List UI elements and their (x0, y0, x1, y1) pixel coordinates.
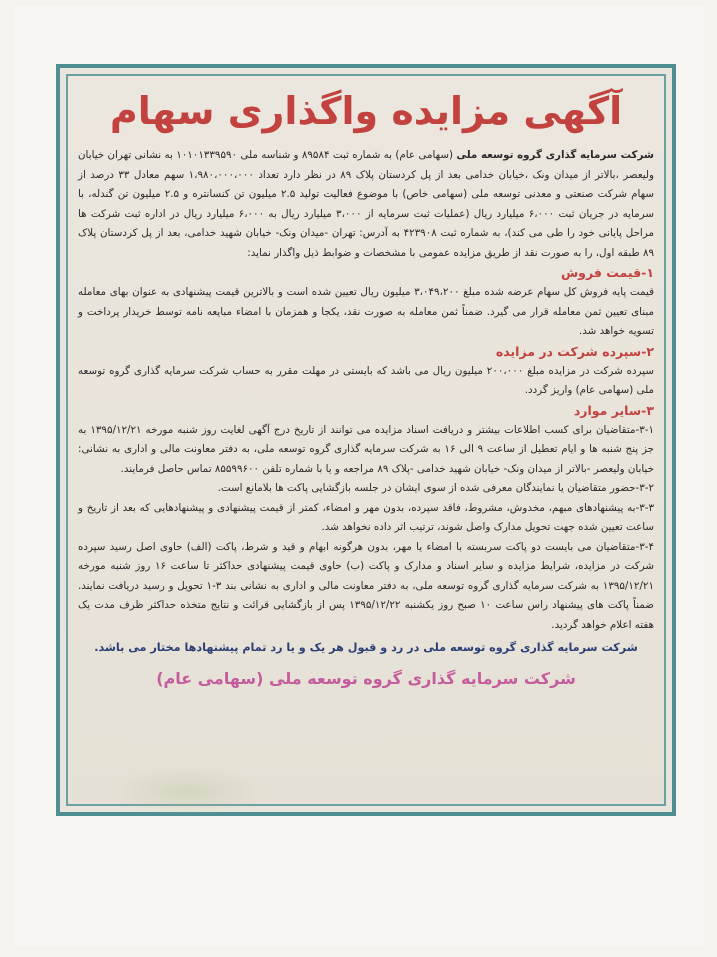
item-3-2: ۳-۲-حضور متقاضیان یا نمایندگان معرفی شده از سوی ایشان در جلسه بازگشایی پاکت ها بلامانع است. (217, 482, 654, 494)
intro-paragraph (78, 146, 654, 263)
section-3-heading: ۳-سایر موارد (573, 402, 654, 418)
section-2-heading: ۲-سپرده شرکت در مزایده (495, 343, 654, 359)
item-3-1: ۳-۱-متقاضیان برای کسب اطلاعات بیشتر و دریافت اسناد مزایده می توانند از تاریخ درج آگهی لغایت روز شنبه مورخه ۱۳۹۵/۱۲/۲۱ به جز پنج شنبه ها و ایام تعطیل از ساعت ۹ الی ۱۶ به شرکت سرمایه گذاری گروه توسعه ملی، به دفتر معاونت مالی و اداری به نشانی: خیابان ولیعصر -بالاتر از میدان ونک- خیابان شهید خدامی -پلاک ۸۹ مراجعه و یا با شماره تلفن ۸۵۵۹۹۶۰۰ تماس حاصل فرمایند. (78, 423, 654, 475)
intro-text: (سهامی عام) به شماره ثبت ۸۹۵۸۴ و شناسه ملی ۱۰۱۰۱۳۳۹۵۹۰ به نشانی تهران خیابان ولیعصر ،بالاتر از میدان ونک ،خیابان خدامی بعد از پل کردستان پلاک ۸۹ در نظر دارد تعداد ۱،۹۸۰،۰۰۰،۰۰۰ سهم معادل ۳۳ درصد از سهام شرکت صنعتی و معدنی توسعه ملی (سهامی خاص) با موضوع فعالیت تولید ۲.۵ میلیون تن کنسانتره و ۲.۵ میلیون تن گندله، با سرمایه در جریان ثبت ۶،۰۰۰ میلیارد ریال (عملیات ثبت سرمایه از ۳،۰۰۰ میلیارد ریال به ۶،۰۰۰ میلیارد ریال در اداره ثبت شرکت ها مراحل پایانی خود را طی می کند)، به شماره ثبت ۴۲۳۹۰۸ به آدرس: تهران -میدان ونک- خیابان شهید خدامی، بعد از پل کردستان پلاک ۸۹ طبقه اول، را به صورت نقد از طریق مزایده عمومی با مشخصات و ضوابط ذیل واگذار نماید: (78, 149, 655, 259)
notice-body (78, 82, 654, 796)
item-3-4: ۳-۴-متقاضیان می بایست دو پاکت سربسته با امضاء یا مهر، بدون هرگونه ابهام و قید و شرط، پاکت (الف) حاوی اصل رسید سپرده شرکت در مزایده، شرایط مزایده و سایر اسناد و مدارک و پاکت (ب) حاوی قیمت پیشنهادی حداکثر تا ساعت ۱۶ روز شنبه مورخه ۱۳۹۵/۱۲/۲۱ به شرکت سرمایه گذاری گروه توسعه ملی، به دفتر معاونت مالی و اداری به نشانی بند ۳-۱ تحویل و رسید دریافت نمایند. ضمناً پاکت های پیشنهاد راس ساعت ۱۰ صبح روز یکشنبه ۱۳۹۵/۱۲/۲۲ پس از بازگشایی قرائت و نتایج متخذه حداکثر ظرف مدت یک هفته اعلام خواهد گردید. (78, 540, 654, 631)
item-3-3: ۳-۳-به پیشنهادهای مبهم، مخدوش، مشروط، فاقد سپرده، بدون مهر و امضاء، کمتر از قیمت پیشنهادی و پیشنهادهایی که بعد از تاریخ و ساعت تعیین شده جهت تحویل مدارک واصل شوند، ترتیب اثر داده نخواهد شد. (78, 501, 654, 533)
closing-statement: شرکت سرمایه گذاری گروه توسعه ملی در رد و قبول هر یک و یا رد تمام پیشنهادها مختار می باشد. (94, 641, 638, 654)
company-name-lead: شرکت سرمایه گذاری گروه توسعه ملی (456, 149, 654, 161)
notice-border-inner (66, 74, 666, 806)
newspaper-page (14, 6, 704, 946)
notice-border-outer (56, 64, 676, 816)
section-1-text: قیمت پایه فروش کل سهام عرضه شده مبلغ ۳،۰۴۹،۲۰۰ میلیون ریال تعیین شده است و بالاترین قیمت پیشنهادی به عنوان بهای معامله مبنای تعیین ثمن معامله قرار می گیرد. ضمناً ثمن معامله به صورت نقد، یکجا و همزمان با امضاء مبایعه نامه توسط خریدار پرداخت و تسویه خواهد شد. (78, 286, 654, 337)
section-2-text: سپرده شرکت در مزایده مبلغ ۲۰۰،۰۰۰ میلیون ریال می باشد که بایستی در مهلت مقرر به حساب شرکت سرمایه گذاری گروه توسعه ملی (سهامی عام) واریز گردد. (78, 364, 654, 396)
signature-company: شرکت سرمایه گذاری گروه توسعه ملی (سهامی عام) (156, 669, 576, 688)
section-1-heading: ۱-قیمت فروش (560, 265, 654, 280)
notice-title: آگهی مزایده واگذاری سهام (109, 89, 623, 133)
